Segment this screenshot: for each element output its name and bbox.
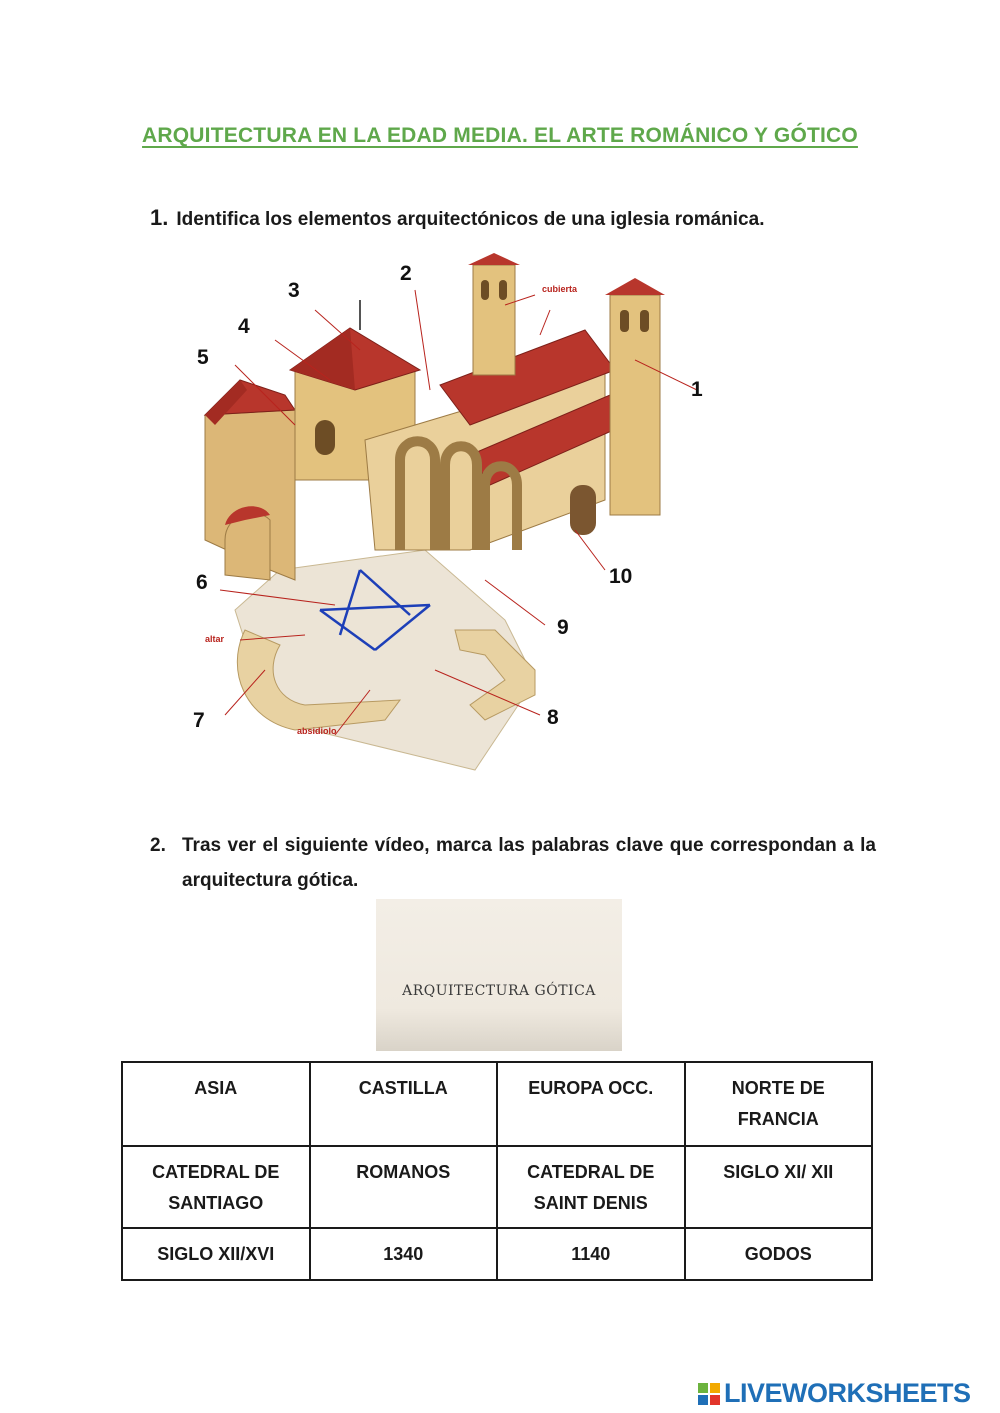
- callout-7: 7: [193, 709, 205, 732]
- label-absidiolo: absidiolo: [297, 726, 337, 736]
- brand-name: LIVEWORKSHEETS: [724, 1378, 971, 1408]
- keyword-cell[interactable]: GODOS: [685, 1228, 873, 1280]
- callout-8: 8: [547, 706, 559, 729]
- keyword-cell[interactable]: CATEDRAL DE SANTIAGO: [122, 1146, 310, 1228]
- liveworksheets-logo-icon: [698, 1383, 720, 1405]
- question-2-text: Tras ver el siguiente vídeo, marca las palabras clave que correspondan a la arquitectura gótica.: [182, 835, 876, 891]
- romanesque-church-diagram: [185, 250, 705, 780]
- keyword-cell[interactable]: CASTILLA: [310, 1062, 498, 1146]
- label-cubierta: cubierta: [542, 284, 578, 294]
- keyword-cell[interactable]: NORTE DE FRANCIA: [685, 1062, 873, 1146]
- page-title: ARQUITECTURA EN LA EDAD MEDIA. EL ARTE ROMÁNICO Y GÓTICO: [142, 124, 858, 147]
- question-2-number: 2.: [150, 835, 166, 856]
- logo-square: [710, 1383, 720, 1393]
- keyword-cell[interactable]: SIGLO XI/ XII: [685, 1146, 873, 1228]
- callout-2: 2: [400, 262, 412, 285]
- callout-10: 10: [609, 565, 633, 588]
- label-altar: altar: [205, 634, 225, 644]
- logo-square: [698, 1383, 708, 1393]
- keyword-cell[interactable]: SIGLO XII/XVI: [122, 1228, 310, 1280]
- keyword-cell[interactable]: CATEDRAL DE SAINT DENIS: [497, 1146, 685, 1228]
- keyword-cell[interactable]: EUROPA OCC.: [497, 1062, 685, 1146]
- callout-5: 5: [197, 346, 209, 369]
- question-1-text: Identifica los elementos arquitectónicos de una iglesia románica.: [176, 209, 765, 230]
- question-1-number: 1.: [150, 205, 169, 230]
- liveworksheets-brand: [698, 1378, 971, 1409]
- keyword-cell[interactable]: ASIA: [122, 1062, 310, 1146]
- logo-square: [710, 1395, 720, 1405]
- question-1: [150, 205, 764, 231]
- callout-9: 9: [557, 616, 569, 639]
- callout-1: 1: [691, 378, 703, 401]
- callout-6: 6: [196, 571, 208, 594]
- church-illustration: [185, 250, 705, 780]
- keyword-cell[interactable]: 1340: [310, 1228, 498, 1280]
- question-2: [150, 828, 876, 898]
- video-title: ARQUITECTURA GÓTICA: [402, 983, 596, 999]
- table-row: [122, 1062, 872, 1146]
- video-thumbnail[interactable]: [376, 899, 622, 1051]
- table-row: [122, 1228, 872, 1280]
- callout-3: 3: [288, 279, 300, 302]
- table-row: [122, 1146, 872, 1228]
- logo-square: [698, 1395, 708, 1405]
- callout-4: 4: [238, 315, 250, 338]
- keyword-cell[interactable]: ROMANOS: [310, 1146, 498, 1228]
- keywords-table: [121, 1061, 873, 1281]
- keyword-cell[interactable]: 1140: [497, 1228, 685, 1280]
